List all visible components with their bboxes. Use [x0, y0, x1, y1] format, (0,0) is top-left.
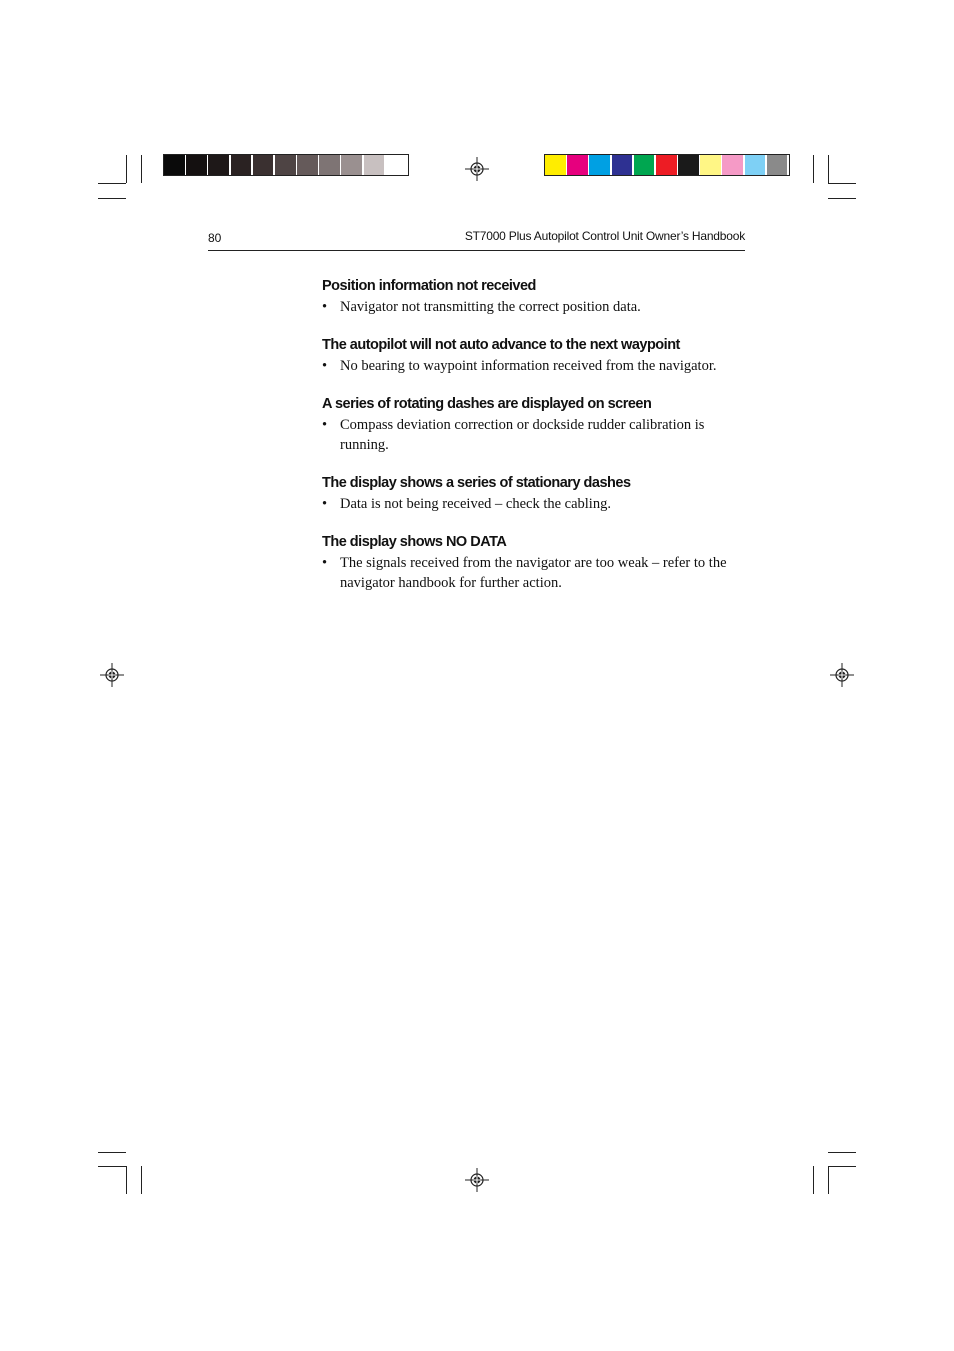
section-heading: Position information not received: [322, 278, 536, 294]
color-swatch: [297, 155, 318, 175]
registration-mark-icon: [830, 663, 854, 687]
color-swatch: [319, 155, 340, 175]
color-swatch: [545, 155, 566, 175]
bullet-text: Data is not being received – check the cabling.: [340, 496, 611, 512]
section-heading: The display shows NO DATA: [322, 534, 507, 550]
section-no-data: [322, 532, 742, 593]
color-swatch: [386, 155, 407, 175]
registration-mark-icon: [465, 1168, 489, 1192]
registration-mark-icon: [100, 663, 124, 687]
color-swatch: [700, 155, 721, 175]
color-swatch: [678, 155, 699, 175]
color-swatch: [186, 155, 207, 175]
color-swatch: [208, 155, 229, 175]
bullet-text: Compass deviation correction or dockside rudder calibration is running.: [340, 417, 705, 453]
color-swatch: [341, 155, 362, 175]
bullet-item: [322, 356, 742, 376]
bullet-icon: •: [322, 417, 328, 433]
color-swatch: [253, 155, 274, 175]
color-calibration-bar: [544, 154, 790, 176]
running-header: [208, 228, 745, 251]
color-swatch: [767, 155, 788, 175]
section-heading: The autopilot will not auto advance to the next waypoint: [322, 337, 680, 353]
bullet-icon: •: [322, 299, 328, 315]
bullet-item: [322, 494, 742, 514]
color-swatch: [634, 155, 655, 175]
section-position-not-received: [322, 276, 742, 317]
bullet-item: [322, 297, 742, 317]
bullet-icon: •: [322, 358, 328, 374]
bullet-item: [322, 553, 742, 593]
color-swatch: [612, 155, 633, 175]
bullet-text: Navigator not transmitting the correct position data.: [340, 299, 641, 315]
bullet-text: No bearing to waypoint information received from the navigator.: [340, 358, 717, 374]
troubleshooting-content: [322, 276, 742, 611]
bullet-item: [322, 415, 742, 455]
handbook-title: ST7000 Plus Autopilot Control Unit Owner’s Handbook: [464, 229, 745, 243]
color-swatch: [567, 155, 588, 175]
section-heading: The display shows a series of stationary dashes: [322, 475, 631, 491]
color-swatch: [656, 155, 677, 175]
color-swatch: [722, 155, 743, 175]
bullet-icon: •: [322, 555, 328, 571]
page-number: 80: [208, 231, 222, 245]
color-swatch: [589, 155, 610, 175]
color-swatch: [364, 155, 385, 175]
color-swatch: [275, 155, 296, 175]
section-no-auto-advance: [322, 335, 742, 376]
section-stationary-dashes: [322, 473, 742, 514]
color-swatch: [231, 155, 252, 175]
section-rotating-dashes: [322, 394, 742, 455]
bullet-text: The signals received from the navigator are too weak – refer to the navigator handbook for further action.: [340, 555, 727, 591]
registration-mark-icon: [465, 157, 489, 181]
color-swatch: [745, 155, 766, 175]
bullet-icon: •: [322, 496, 328, 512]
gray-calibration-bar: [163, 154, 409, 176]
color-swatch: [164, 155, 185, 175]
section-heading: A series of rotating dashes are displayed on screen: [322, 396, 652, 412]
